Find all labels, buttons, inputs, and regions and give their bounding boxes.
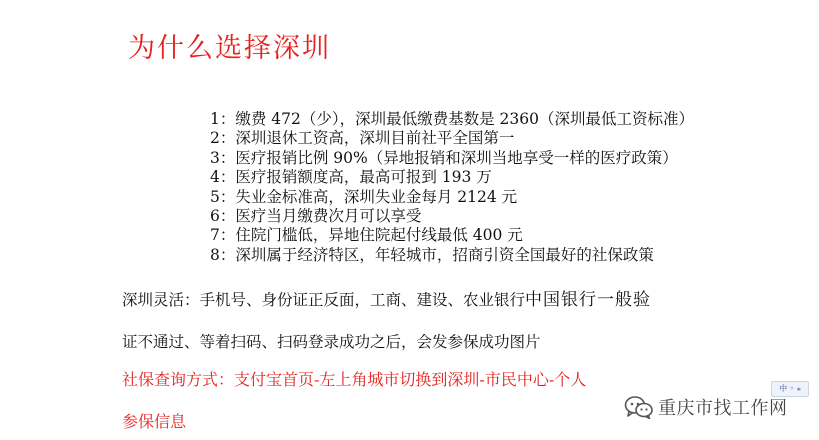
list-item: 7：住院门槛低，异地住院起付线最低 400 元 <box>210 226 523 245</box>
flex-paragraph-line2: 证不通过、等着扫码、扫码登录成功之后，会发参保成功图片 <box>122 333 541 351</box>
watermark <box>624 392 788 422</box>
list-item: 4：医疗报销额度高，最高可报到 193 万 <box>210 168 492 187</box>
list-item: 1：缴费 472（少），深圳最低缴费基数是 2360（深圳最低工资标准） <box>210 110 694 128</box>
wechat-icon <box>624 395 654 419</box>
flex-text-a: 深圳灵活：手机号、身份证正反面，工商、建设、农业银行 <box>122 291 526 309</box>
ime-toolbar[interactable]: 中 ◦ ⁎ <box>771 381 809 397</box>
flex-text-b: 中国银行一般验 <box>525 290 652 310</box>
list-item: 5：失业金标准高，深圳失业金每月 2124 元 <box>210 187 518 206</box>
query-paragraph-line2: 参保信息 <box>122 412 187 431</box>
list-item: 2：深圳退休工资高，深圳目前社平全国第一 <box>210 129 515 148</box>
reasons-list <box>210 110 694 265</box>
query-paragraph-line1: 社保查询方式：支付宝首页-左上角城市切换到深圳-市民中心-个人 <box>122 370 587 389</box>
flex-paragraph-line1 <box>122 289 651 311</box>
list-item: 8：深圳属于经济特区，年轻城市，招商引资全国最好的社保政策 <box>210 245 654 264</box>
list-item: 6：医疗当月缴费次月可以享受 <box>210 207 422 226</box>
list-item: 3：医疗报销比例 90%（异地报销和深圳当地享受一样的医疗政策） <box>210 148 678 167</box>
page-title: 为什么选择深圳 <box>128 33 331 64</box>
watermark-text: 重庆市找工作网 <box>658 398 788 419</box>
